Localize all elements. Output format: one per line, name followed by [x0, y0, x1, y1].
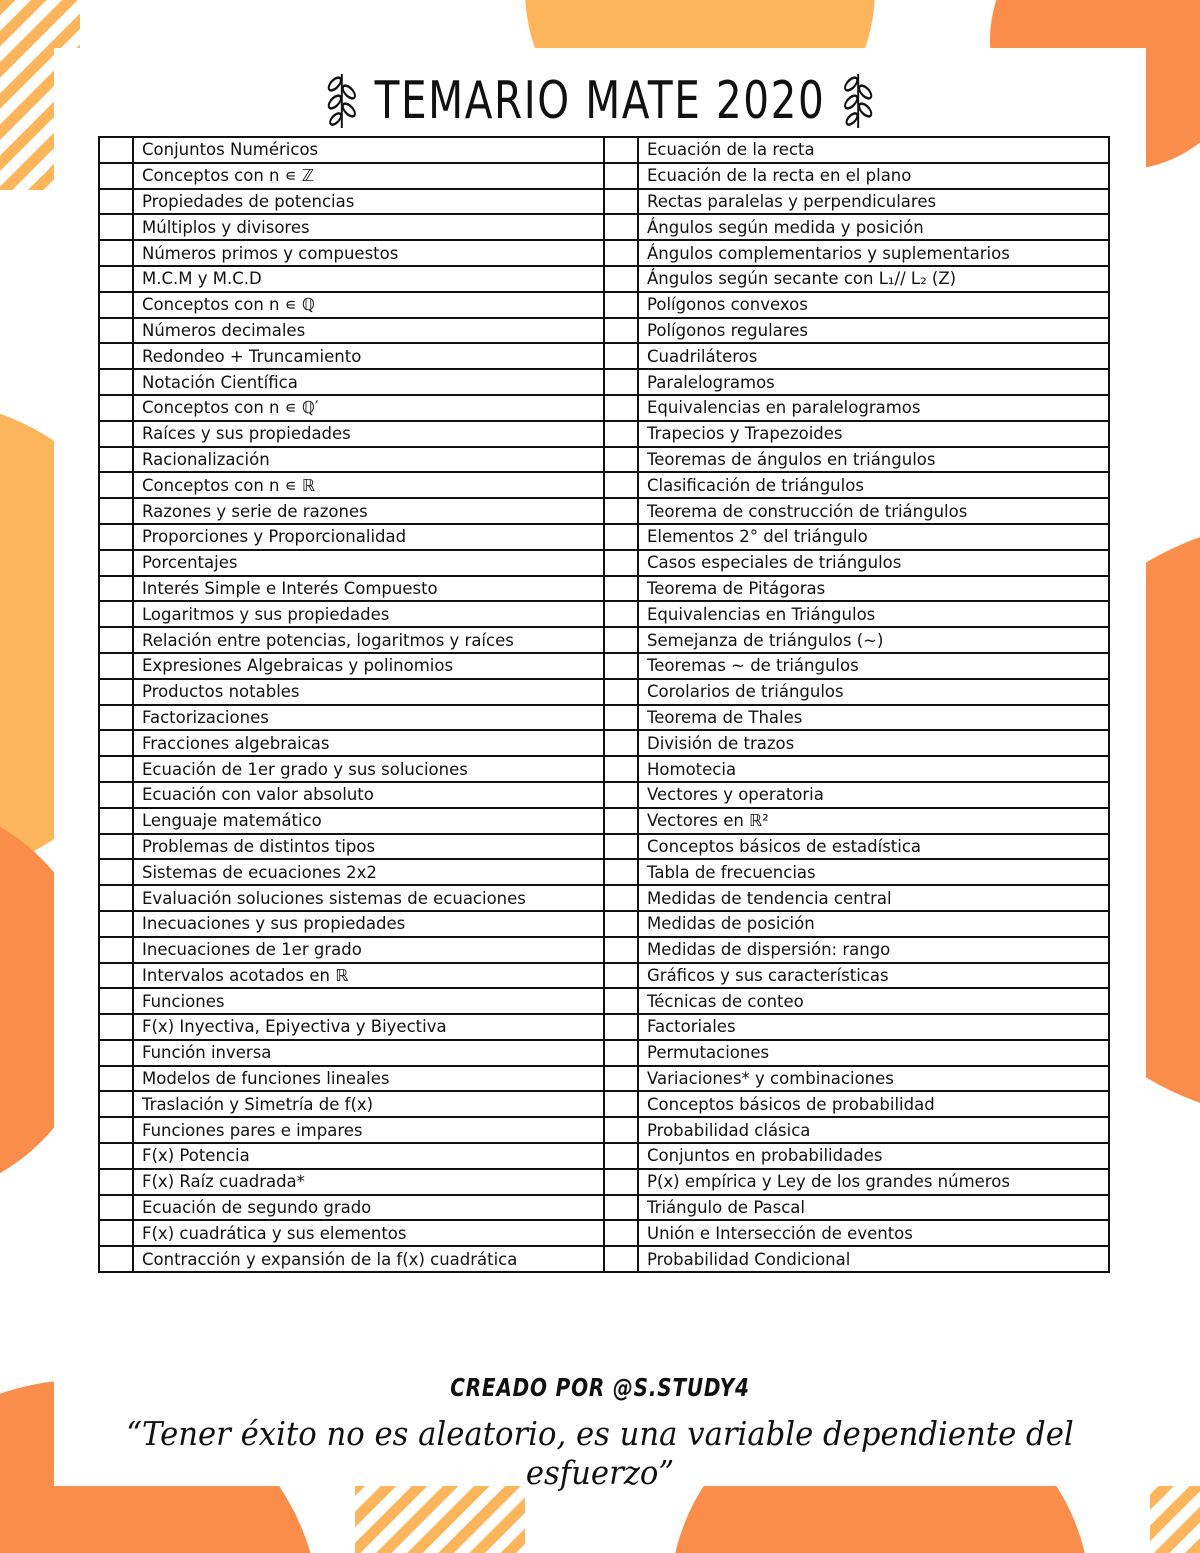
topic-left: Relación entre potencias, logaritmos y raíces: [133, 627, 604, 653]
topic-left: Ecuación con valor absoluto: [133, 782, 604, 808]
topic-left: Notación Científica: [133, 369, 604, 395]
checkbox-cell-right[interactable]: [604, 1220, 638, 1246]
topic-left: Contracción y expansión de la f(x) cuadrática: [133, 1246, 604, 1272]
checkbox-cell-right[interactable]: [604, 963, 638, 989]
checkbox-cell-right[interactable]: [604, 1143, 638, 1169]
topic-right: Ángulos complementarios y suplementarios: [638, 240, 1109, 266]
topic-right: Ángulos según secante con L₁// L₂ (Z): [638, 266, 1109, 292]
topic-left: F(x) Raíz cuadrada*: [133, 1169, 604, 1195]
topic-left: Funciones pares e impares: [133, 1117, 604, 1143]
topic-left: Conceptos con n ∊ ℚ′: [133, 395, 604, 421]
checkbox-cell-right[interactable]: [604, 834, 638, 860]
topic-right: Trapecios y Trapezoides: [638, 421, 1109, 447]
checkbox-cell-right[interactable]: [604, 782, 638, 808]
table-row: [99, 627, 1109, 653]
topic-right: Vectores en ℝ²: [638, 808, 1109, 834]
topic-right: Conceptos básicos de estadística: [638, 834, 1109, 860]
checkbox-cell-right[interactable]: [604, 988, 638, 1014]
checkbox-cell-right[interactable]: [604, 343, 638, 369]
checkbox-cell-right[interactable]: [604, 395, 638, 421]
checkbox-cell-left[interactable]: [99, 498, 133, 524]
checkbox-cell-right[interactable]: [604, 498, 638, 524]
table-row: [99, 472, 1109, 498]
topic-left: Redondeo + Truncamiento: [133, 343, 604, 369]
checkbox-cell-right[interactable]: [604, 472, 638, 498]
topic-right: Cuadriláteros: [638, 343, 1109, 369]
checkbox-cell-right[interactable]: [604, 189, 638, 215]
checkbox-cell-right[interactable]: [604, 137, 638, 163]
checkbox-cell-right[interactable]: [604, 679, 638, 705]
checkbox-cell-left[interactable]: [99, 343, 133, 369]
checkbox-cell-left[interactable]: [99, 601, 133, 627]
table-row: [99, 1246, 1109, 1272]
topic-right: Elementos 2° del triángulo: [638, 524, 1109, 550]
table-row: [99, 834, 1109, 860]
checkbox-cell-left[interactable]: [99, 1143, 133, 1169]
checkbox-cell-right[interactable]: [604, 1169, 638, 1195]
table-row: [99, 421, 1109, 447]
checkbox-cell-right[interactable]: [604, 240, 638, 266]
checkbox-cell-right[interactable]: [604, 421, 638, 447]
checkbox-cell-left[interactable]: [99, 859, 133, 885]
checkbox-cell-left[interactable]: [99, 318, 133, 344]
table-row: [99, 1143, 1109, 1169]
checkbox-cell-right[interactable]: [604, 756, 638, 782]
checkbox-cell-right[interactable]: [604, 937, 638, 963]
topic-right: Clasificación de triángulos: [638, 472, 1109, 498]
topic-left: Razones y serie de razones: [133, 498, 604, 524]
checkbox-cell-right[interactable]: [604, 576, 638, 602]
checkbox-cell-left[interactable]: [99, 756, 133, 782]
topic-left: Conceptos con n ∊ ℤ: [133, 163, 604, 189]
checkbox-cell-right[interactable]: [604, 369, 638, 395]
table-row: [99, 189, 1109, 215]
checkbox-cell-right[interactable]: [604, 627, 638, 653]
checkbox-cell-right[interactable]: [604, 1195, 638, 1221]
checkbox-cell-left[interactable]: [99, 395, 133, 421]
checkbox-cell-right[interactable]: [604, 447, 638, 473]
checkbox-cell-left[interactable]: [99, 679, 133, 705]
checkbox-cell-left[interactable]: [99, 1117, 133, 1143]
checkbox-cell-left[interactable]: [99, 885, 133, 911]
checkbox-cell-left[interactable]: [99, 653, 133, 679]
table-row: [99, 1014, 1109, 1040]
stripe-patch-bottom-right: [1150, 1486, 1200, 1553]
checkbox-cell-left[interactable]: [99, 834, 133, 860]
topic-left: Evaluación soluciones sistemas de ecuaciones: [133, 885, 604, 911]
topic-right: Técnicas de conteo: [638, 988, 1109, 1014]
topic-right: Equivalencias en paralelogramos: [638, 395, 1109, 421]
checkbox-cell-right[interactable]: [604, 808, 638, 834]
checkbox-cell-left[interactable]: [99, 472, 133, 498]
checkbox-cell-right[interactable]: [604, 653, 638, 679]
topic-left: Racionalización: [133, 447, 604, 473]
topic-left: Conceptos con n ∊ ℝ: [133, 472, 604, 498]
table-row: [99, 524, 1109, 550]
topic-left: Logaritmos y sus propiedades: [133, 601, 604, 627]
topic-left: Conceptos con n ∊ ℚ: [133, 292, 604, 318]
topic-right: Medidas de dispersión: rango: [638, 937, 1109, 963]
checkbox-cell-left[interactable]: [99, 524, 133, 550]
topic-right: Probabilidad clásica: [638, 1117, 1109, 1143]
checkbox-cell-right[interactable]: [604, 885, 638, 911]
checkbox-cell-left[interactable]: [99, 369, 133, 395]
topic-right: Probabilidad Condicional: [638, 1246, 1109, 1272]
topic-right: Permutaciones: [638, 1040, 1109, 1066]
table-row: [99, 498, 1109, 524]
table-row: [99, 369, 1109, 395]
topic-left: Múltiplos y divisores: [133, 214, 604, 240]
checkbox-cell-right[interactable]: [604, 163, 638, 189]
topic-left: Intervalos acotados en ℝ: [133, 963, 604, 989]
leaf-sprig-icon: [323, 70, 360, 132]
topic-right: Casos especiales de triángulos: [638, 550, 1109, 576]
topic-right: P(x) empírica y Ley de los grandes números: [638, 1169, 1109, 1195]
checkbox-cell-right[interactable]: [604, 1091, 638, 1117]
table-row: [99, 885, 1109, 911]
checkbox-cell-left[interactable]: [99, 576, 133, 602]
checkbox-cell-left[interactable]: [99, 1169, 133, 1195]
checkbox-cell-left[interactable]: [99, 1195, 133, 1221]
topic-right: Equivalencias en Triángulos: [638, 601, 1109, 627]
checkbox-cell-left[interactable]: [99, 808, 133, 834]
table-row: [99, 705, 1109, 731]
topic-left: Porcentajes: [133, 550, 604, 576]
topic-left: Conjuntos Numéricos: [133, 137, 604, 163]
checkbox-cell-left[interactable]: [99, 550, 133, 576]
checkbox-cell-left[interactable]: [99, 1040, 133, 1066]
checkbox-cell-right[interactable]: [604, 859, 638, 885]
table-row: [99, 1066, 1109, 1092]
topic-left: Función inversa: [133, 1040, 604, 1066]
table-row: [99, 937, 1109, 963]
checkbox-cell-right[interactable]: [604, 266, 638, 292]
topic-right: Conceptos básicos de probabilidad: [638, 1091, 1109, 1117]
leaf-sprig-icon: [840, 70, 877, 132]
table-row: [99, 988, 1109, 1014]
topic-right: Paralelogramos: [638, 369, 1109, 395]
checkbox-cell-left[interactable]: [99, 963, 133, 989]
table-row: [99, 1040, 1109, 1066]
table-row: [99, 395, 1109, 421]
topic-right: Teorema de Pitágoras: [638, 576, 1109, 602]
topics-checklist-body: [99, 137, 1109, 1272]
topic-left: Inecuaciones de 1er grado: [133, 937, 604, 963]
motivational-quote: “Tener éxito no es aleatorio, es una variable dependiente del esfuerzo”: [126, 1414, 1074, 1492]
checkbox-cell-left[interactable]: [99, 421, 133, 447]
topic-right: Unión e Intersección de eventos: [638, 1220, 1109, 1246]
table-row: [99, 601, 1109, 627]
topic-right: Tabla de frecuencias: [638, 859, 1109, 885]
table-row: [99, 292, 1109, 318]
table-row: [99, 447, 1109, 473]
checkbox-cell-left[interactable]: [99, 163, 133, 189]
checkbox-cell-left[interactable]: [99, 1014, 133, 1040]
table-row: [99, 808, 1109, 834]
checkbox-cell-left[interactable]: [99, 447, 133, 473]
checkbox-cell-right[interactable]: [604, 214, 638, 240]
topic-right: Rectas paralelas y perpendiculares: [638, 189, 1109, 215]
table-row: [99, 214, 1109, 240]
topic-left: Expresiones Algebraicas y polinomios: [133, 653, 604, 679]
topic-left: Productos notables: [133, 679, 604, 705]
topic-left: Fracciones algebraicas: [133, 730, 604, 756]
topic-right: División de trazos: [638, 730, 1109, 756]
checkbox-cell-left[interactable]: [99, 782, 133, 808]
topic-left: F(x) Inyectiva, Epiyectiva y Biyectiva: [133, 1014, 604, 1040]
topic-left: Proporciones y Proporcionalidad: [133, 524, 604, 550]
topic-left: Interés Simple e Interés Compuesto: [133, 576, 604, 602]
checkbox-cell-right[interactable]: [604, 1040, 638, 1066]
checkbox-cell-right[interactable]: [604, 318, 638, 344]
topic-left: Problemas de distintos tipos: [133, 834, 604, 860]
title-text: TEMARIO MATE 2020: [374, 71, 826, 131]
topic-right: Ángulos según medida y posición: [638, 214, 1109, 240]
table-row: [99, 782, 1109, 808]
topic-right: Polígonos regulares: [638, 318, 1109, 344]
topic-left: Inecuaciones y sus propiedades: [133, 911, 604, 937]
checkbox-cell-right[interactable]: [604, 550, 638, 576]
table-row: [99, 859, 1109, 885]
table-row: [99, 343, 1109, 369]
topic-left: Traslación y Simetría de f(x): [133, 1091, 604, 1117]
table-row: [99, 756, 1109, 782]
table-row: [99, 730, 1109, 756]
topic-right: Polígonos convexos: [638, 292, 1109, 318]
topic-right: Variaciones* y combinaciones: [638, 1066, 1109, 1092]
page-title: [174, 66, 1026, 133]
checkbox-cell-left[interactable]: [99, 189, 133, 215]
checkbox-cell-left[interactable]: [99, 137, 133, 163]
creator-credit: CREADO POR @S.STUDY4: [450, 1373, 750, 1402]
checkbox-cell-right[interactable]: [604, 1066, 638, 1092]
topic-left: Funciones: [133, 988, 604, 1014]
checkbox-cell-left[interactable]: [99, 1066, 133, 1092]
worksheet-card: [54, 48, 1146, 1492]
topic-right: Gráficos y sus características: [638, 963, 1109, 989]
topic-left: Lenguaje matemático: [133, 808, 604, 834]
topic-right: Factoriales: [638, 1014, 1109, 1040]
checkbox-cell-right[interactable]: [604, 601, 638, 627]
checkbox-cell-left[interactable]: [99, 1091, 133, 1117]
table-row: [99, 1091, 1109, 1117]
topic-left: Raíces y sus propiedades: [133, 421, 604, 447]
topic-right: Semejanza de triángulos (~): [638, 627, 1109, 653]
checkbox-cell-right[interactable]: [604, 705, 638, 731]
topic-right: Ecuación de la recta: [638, 137, 1109, 163]
topic-left: Propiedades de potencias: [133, 189, 604, 215]
checkbox-cell-left[interactable]: [99, 1246, 133, 1272]
table-row: [99, 163, 1109, 189]
topic-right: Medidas de tendencia central: [638, 885, 1109, 911]
topic-right: Teoremas ~ de triángulos: [638, 653, 1109, 679]
topic-left: Modelos de funciones lineales: [133, 1066, 604, 1092]
table-row: [99, 1195, 1109, 1221]
checkbox-cell-right[interactable]: [604, 524, 638, 550]
table-row: [99, 963, 1109, 989]
topic-left: Sistemas de ecuaciones 2x2: [133, 859, 604, 885]
checkbox-cell-right[interactable]: [604, 1014, 638, 1040]
checkbox-cell-left[interactable]: [99, 214, 133, 240]
topic-right: Teorema de Thales: [638, 705, 1109, 731]
topic-right: Homotecia: [638, 756, 1109, 782]
table-row: [99, 911, 1109, 937]
checkbox-cell-left[interactable]: [99, 292, 133, 318]
table-row: [99, 679, 1109, 705]
table-row: [99, 1220, 1109, 1246]
checkbox-cell-left[interactable]: [99, 705, 133, 731]
topic-left: Números decimales: [133, 318, 604, 344]
topic-right: Vectores y operatoria: [638, 782, 1109, 808]
table-row: [99, 653, 1109, 679]
topic-left: F(x) cuadrática y sus elementos: [133, 1220, 604, 1246]
topic-right: Corolarios de triángulos: [638, 679, 1109, 705]
table-row: [99, 318, 1109, 344]
topic-left: Ecuación de 1er grado y sus soluciones: [133, 756, 604, 782]
topic-left: Números primos y compuestos: [133, 240, 604, 266]
checkbox-cell-left[interactable]: [99, 627, 133, 653]
checkbox-cell-left[interactable]: [99, 240, 133, 266]
topic-left: F(x) Potencia: [133, 1143, 604, 1169]
topic-right: Teoremas de ángulos en triángulos: [638, 447, 1109, 473]
table-row: [99, 266, 1109, 292]
topic-left: Ecuación de segundo grado: [133, 1195, 604, 1221]
topic-right: Triángulo de Pascal: [638, 1195, 1109, 1221]
checkbox-cell-left[interactable]: [99, 730, 133, 756]
checkbox-cell-left[interactable]: [99, 1220, 133, 1246]
checkbox-cell-right[interactable]: [604, 911, 638, 937]
checkbox-cell-right[interactable]: [604, 1246, 638, 1272]
table-row: [99, 576, 1109, 602]
topic-left: Factorizaciones: [133, 705, 604, 731]
checkbox-cell-left[interactable]: [99, 988, 133, 1014]
checkbox-cell-left[interactable]: [99, 266, 133, 292]
checkbox-cell-right[interactable]: [604, 1117, 638, 1143]
table-row: [99, 1117, 1109, 1143]
checkbox-cell-left[interactable]: [99, 937, 133, 963]
table-row: [99, 1169, 1109, 1195]
checkbox-cell-left[interactable]: [99, 911, 133, 937]
topic-right: Medidas de posición: [638, 911, 1109, 937]
topic-left: M.C.M y M.C.D: [133, 266, 604, 292]
table-row: [99, 240, 1109, 266]
table-row: [99, 137, 1109, 163]
checkbox-cell-right[interactable]: [604, 730, 638, 756]
stripe-patch-bottom: [355, 1486, 525, 1553]
table-row: [99, 550, 1109, 576]
topic-right: Ecuación de la recta en el plano: [638, 163, 1109, 189]
checkbox-cell-right[interactable]: [604, 292, 638, 318]
topics-checklist-table: [98, 136, 1110, 1273]
topic-right: Conjuntos en probabilidades: [638, 1143, 1109, 1169]
topic-right: Teorema de construcción de triángulos: [638, 498, 1109, 524]
